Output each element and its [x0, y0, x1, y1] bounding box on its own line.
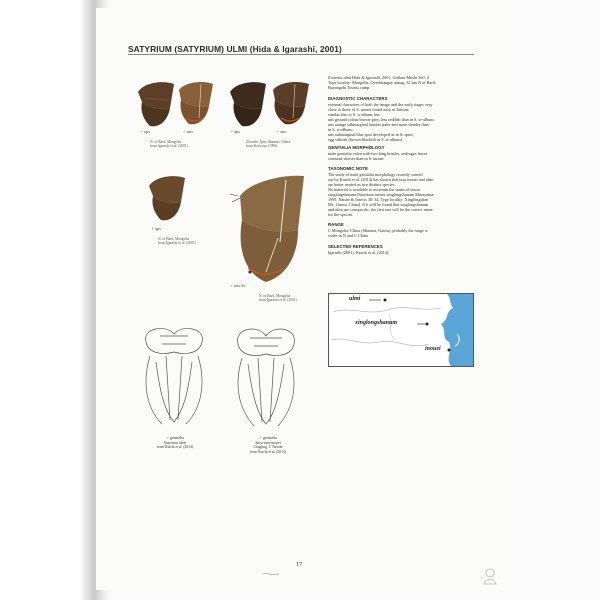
specimen-label: ♂ ups — [230, 129, 241, 134]
watermark-seal-icon — [482, 567, 498, 585]
heading-taxonomic-note: TAXONOMIC NOTE — [328, 166, 368, 171]
map-label-xinglongshanum: xinglongshanum — [355, 320, 398, 326]
specimen-caption: Zhouzhi, Qim, Shaanxi, China from Koiwaya (1996) — [246, 140, 290, 149]
intro-line: Fixsenia ulmi Hida & Igarashi, 2001, Gekkan-Mushi 360: 2 — [328, 75, 429, 80]
taxonomic-text: The study of male genitalia morphology recently carried out by Kiachi et al. (2014) has shown that taxa inouei and ulmi are better treated as two distinct species. No material is available to ascertain the status of taxon xinglongshanum [Satyrium inouei xinglongshanum Murayama, 1995, Nature & Insects 30: 34, Type locality: Xinglongshan Mt., Gansu, China]. If it will be found that xinglongshanum and ulmi are conspecific, the first one will be the correct name for the species. — [328, 172, 435, 217]
specimen-caption: N. of Bard, Mongolia from Igarashi et al. (2001) — [158, 237, 196, 246]
page-number: 17 — [296, 562, 302, 568]
references-text: Igarashi (2001), Kiachi et al. (2014) — [328, 250, 389, 255]
map-graphic — [329, 294, 473, 366]
map-label-inouei: inouei — [425, 346, 441, 352]
intro-line: Type locality: Mongolia, Overkhangay aimag, 32 km N of Bard, — [328, 80, 436, 85]
specimen-label: ♂ uns — [183, 129, 194, 134]
specimen-caption: N. of Bard, Mongolia from Igarashi et al. (2001) — [259, 294, 297, 303]
heading-range: RANGE — [328, 222, 344, 227]
genitalia-text: male genitalia valva with two long bristles, aedeagus lower cornutus shorter than in S. inouei — [328, 151, 428, 161]
title-rule — [128, 54, 474, 55]
specimen-label: ♂ ups — [140, 129, 151, 134]
diagnostic-text: external characters of both the image and the early stages very close to those of S. inouei found only in Taiwan; similar also to S. w-album, but: uns ground colour brown-grey, less reddish than in S. w-album; uns orange submarginal lunules paler and more slender than in S. w-album; uns submarginal blue spot developed as in S. spini; egg whitish (brown-blackish in S. w-album) — [328, 102, 435, 142]
intro-line: Bayangobi Tourist camp — [328, 85, 370, 90]
heading-diagnostic-characters: DIAGNOSTIC CHARACTERS — [328, 96, 388, 101]
map-label-ulmi: ulmi — [349, 296, 361, 302]
genitalia-drawing-satyrium-ulmi — [136, 322, 212, 432]
specimen-label: ♂ uns — [276, 129, 287, 134]
butterfly-male-underside-enlarged-image — [226, 172, 310, 288]
genitalia-caption-ulmi: ♂ genitalia Satyrium ulmi from Kiachi et al. (2014) — [157, 435, 193, 449]
butterfly-male-underside-china-image — [269, 78, 313, 130]
genitalia-caption-inouei: ♂ genitalia Satyrium inouei Cingqing, C Taiwan from Kiachi et al. (2014) — [250, 435, 286, 454]
specimen-label: ♂ uns 2x — [230, 283, 246, 288]
butterfly-male-underside-mongolia-image — [175, 78, 217, 130]
butterfly-male-upperside-mongolia-image — [134, 78, 178, 130]
genitalia-drawing-satyrium-inouei — [228, 322, 304, 432]
range-text: C Mongolia, China (Shaanxi, Gansu), probably the range is wider in N and C China — [328, 228, 428, 238]
distribution-map — [328, 293, 474, 367]
butterfly-female-upperside-image — [145, 172, 189, 224]
specimen-caption: N. of Bard, Mongolia from Igarashi et al. (2001) — [150, 140, 188, 149]
page-title: SATYRIUM (SATYRIUM) ULMI (Hida & Igarashi, 2001) — [128, 44, 342, 54]
page-ornament-icon — [262, 571, 280, 577]
heading-genitalia-morphology: GENITALIA MORPHOLOGY — [328, 145, 385, 150]
butterfly-male-upperside-china-image — [226, 78, 270, 130]
specimen-label: ♀ ups — [151, 226, 162, 231]
heading-selected-references: SELECTED REFERENCES — [328, 244, 383, 249]
